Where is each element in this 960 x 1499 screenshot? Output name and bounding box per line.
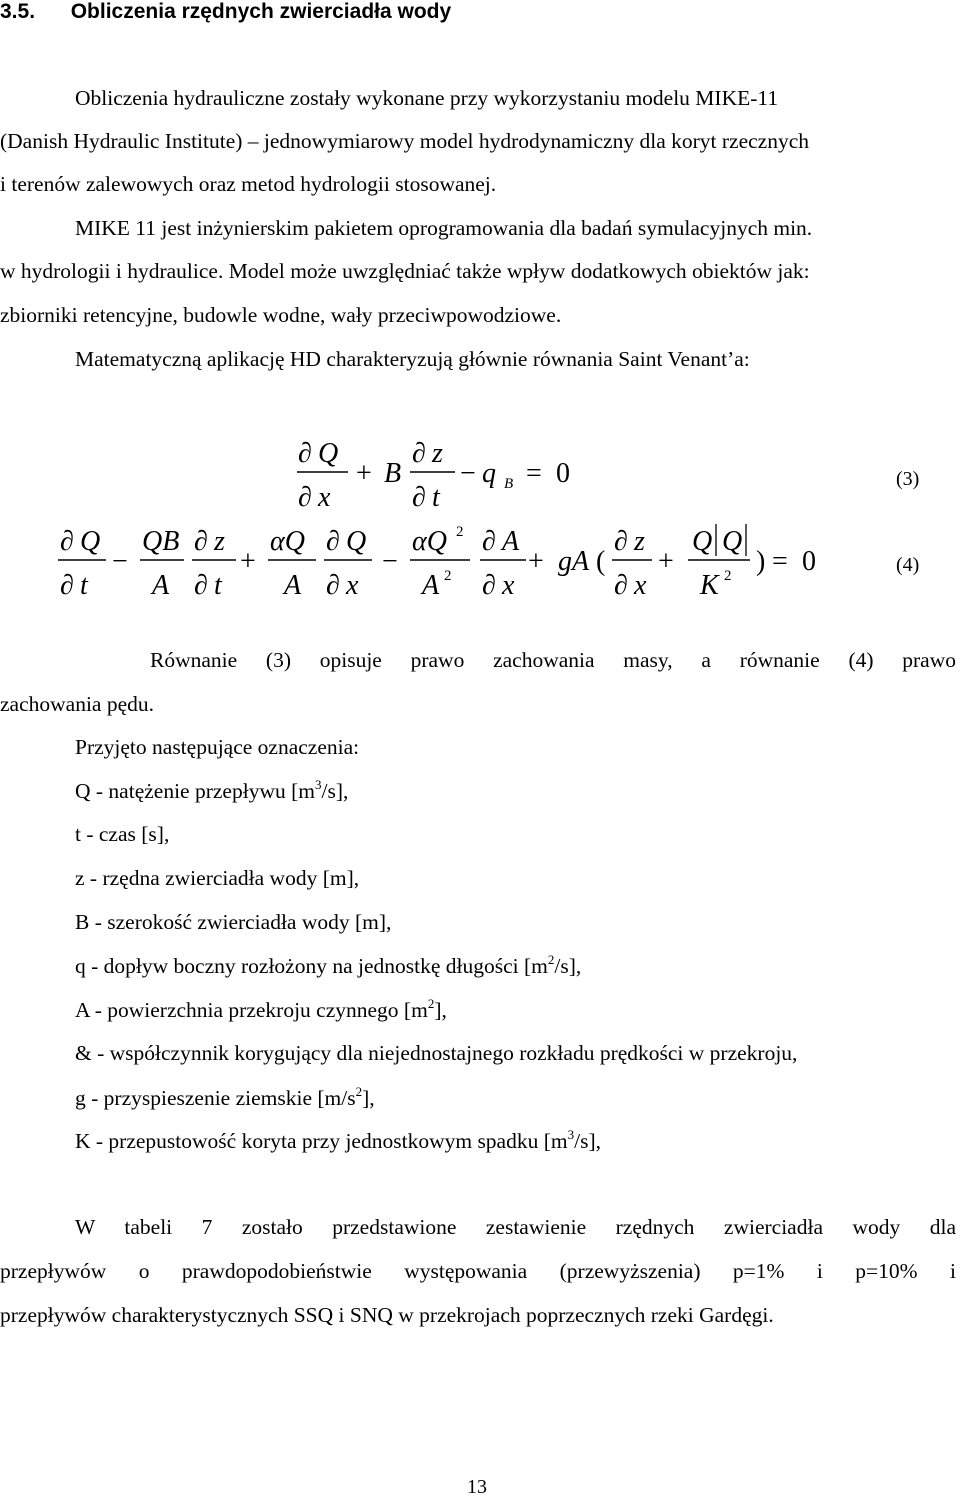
para2-line2: w hydrologii i hydraulice. Model może uwzględniać także wpływ dodatkowych obiektów jak: bbox=[0, 259, 810, 283]
para4-line2: zachowania pędu. bbox=[0, 692, 155, 716]
notation-item-text: z - rzędna zwierciadła wody [m], bbox=[75, 866, 360, 890]
notation-item bbox=[75, 1128, 601, 1154]
svg-text:∂: ∂ bbox=[60, 570, 74, 601]
notation-item bbox=[75, 997, 447, 1023]
section-number: 3.5. bbox=[0, 0, 36, 23]
svg-text:z: z bbox=[432, 438, 443, 469]
svg-text:Q: Q bbox=[692, 526, 713, 557]
svg-text:+: + bbox=[528, 546, 544, 577]
svg-text:∂: ∂ bbox=[298, 482, 312, 513]
svg-text:+: + bbox=[240, 546, 256, 577]
svg-text:(: ( bbox=[596, 546, 606, 577]
svg-text:Q: Q bbox=[346, 526, 367, 557]
svg-text:αQ: αQ bbox=[412, 526, 447, 557]
para5-line1-text: W tabeli 7 zostało przedstawione zestawienie rzędnych zwierciadła wody dla bbox=[75, 1215, 956, 1239]
svg-text:z: z bbox=[214, 526, 225, 557]
notation-item-text: q - dopływ boczny rozłożony na jednostkę długości [m bbox=[75, 954, 548, 979]
equation-4-label: (4) bbox=[896, 554, 920, 576]
svg-text:q: q bbox=[482, 458, 496, 489]
svg-text:B: B bbox=[384, 458, 402, 489]
para5-line3: przepływów charakterystycznych SSQ i SNQ w przekrojach poprzecznych rzeki Gardęgi. bbox=[0, 1303, 774, 1327]
svg-text:−: − bbox=[382, 546, 398, 577]
notation-item bbox=[75, 910, 391, 935]
svg-text:K: K bbox=[700, 570, 719, 601]
page-number: 13 bbox=[467, 1476, 487, 1498]
notation-item-text: & - współczynnik korygujący dla niejednostajnego rozkładu prędkości w przekroju, bbox=[75, 1041, 798, 1065]
svg-text:+: + bbox=[356, 458, 372, 489]
para4-line1 bbox=[150, 648, 956, 673]
notation-item-sup: 2 bbox=[355, 1084, 363, 1099]
notation-item-text: t - czas [s], bbox=[75, 822, 170, 846]
notation-item-post: ], bbox=[434, 998, 447, 1023]
notation-item bbox=[75, 953, 581, 979]
notation-item-sup: 3 bbox=[314, 777, 322, 792]
svg-text:∂: ∂ bbox=[482, 570, 496, 601]
para1-line3: i terenów zalewowych oraz metod hydrologii stosowanej. bbox=[0, 172, 497, 196]
svg-text:t: t bbox=[214, 570, 222, 601]
para4-line1-text: Równanie (3) opisuje prawo zachowania masy, a równanie (4) prawo bbox=[150, 648, 956, 672]
svg-text:2: 2 bbox=[724, 568, 732, 584]
svg-text:∂: ∂ bbox=[482, 526, 496, 557]
svg-text:A: A bbox=[152, 570, 170, 601]
svg-text:−: − bbox=[112, 546, 128, 577]
svg-text:αQ: αQ bbox=[270, 526, 305, 557]
para5-line1 bbox=[75, 1215, 956, 1240]
svg-text:Q: Q bbox=[722, 526, 743, 557]
notation-item-sup: 3 bbox=[567, 1127, 575, 1142]
svg-text:∂: ∂ bbox=[326, 526, 340, 557]
svg-text:2: 2 bbox=[456, 524, 464, 540]
svg-text:−: − bbox=[460, 458, 476, 489]
notation-item bbox=[75, 822, 169, 847]
svg-text:t: t bbox=[80, 570, 88, 601]
svg-text:2: 2 bbox=[444, 568, 452, 584]
svg-text:=: = bbox=[526, 458, 542, 489]
svg-text:A: A bbox=[502, 526, 520, 557]
svg-text:x: x bbox=[318, 482, 331, 513]
svg-text:B: B bbox=[504, 476, 514, 492]
notation-item-sup: 2 bbox=[547, 952, 555, 967]
svg-text:∂: ∂ bbox=[60, 526, 74, 557]
svg-text:∂: ∂ bbox=[298, 438, 312, 469]
svg-text:∂: ∂ bbox=[412, 438, 426, 469]
svg-text:z: z bbox=[634, 526, 645, 557]
notation-item bbox=[75, 1041, 797, 1066]
para3: Matematyczną aplikację HD charakteryzują głównie równania Saint Venant’a: bbox=[75, 347, 750, 371]
svg-text:QB: QB bbox=[142, 526, 180, 557]
svg-text:t: t bbox=[432, 482, 440, 513]
notation-item bbox=[75, 866, 359, 891]
notation-item-post: /s], bbox=[554, 954, 582, 979]
para2-line3: zbiorniki retencyjne, budowle wodne, wały przeciwpowodziowe. bbox=[0, 303, 562, 327]
section-title: Obliczenia rzędnych zwierciadła wody bbox=[70, 0, 452, 23]
svg-text:0: 0 bbox=[802, 546, 816, 577]
section-heading bbox=[0, 0, 451, 24]
para5-line2-text: przepływów o prawdopodobieństwie występowania (przewyższenia) p=1% i p=10% i bbox=[0, 1259, 956, 1283]
svg-text:gA: gA bbox=[558, 546, 590, 577]
svg-text:x: x bbox=[634, 570, 647, 601]
notation-item bbox=[75, 778, 348, 804]
svg-text:A: A bbox=[284, 570, 302, 601]
svg-text:A: A bbox=[422, 570, 440, 601]
notation-item-text: g - przyspieszenie ziemskie [m/s bbox=[75, 1086, 356, 1111]
svg-text:∂: ∂ bbox=[326, 570, 340, 601]
para2-line1: MIKE 11 jest inżynierskim pakietem oprogramowania dla badań symulacyjnych min. bbox=[75, 216, 813, 240]
svg-text:x: x bbox=[502, 570, 515, 601]
svg-text:∂: ∂ bbox=[614, 570, 628, 601]
equation-3-label: (3) bbox=[896, 468, 920, 490]
para1-line1: Obliczenia hydrauliczne zostały wykonane przy wykorzystaniu modelu MIKE-11 bbox=[75, 86, 779, 110]
svg-text:0: 0 bbox=[556, 458, 570, 489]
notation-item-post: ], bbox=[362, 1086, 375, 1111]
equation-3 bbox=[0, 430, 960, 520]
svg-text:): ) bbox=[756, 546, 766, 577]
svg-text:+: + bbox=[658, 546, 674, 577]
notation-item-text: A - powierzchnia przekroju czynnego [m bbox=[75, 998, 428, 1023]
svg-text:=: = bbox=[772, 546, 788, 577]
para1-line2: (Danish Hydraulic Institute) – jednowymiarowy model hydrodynamiczny dla koryt rzecznych bbox=[0, 129, 810, 153]
notation-item-text: B - szerokość zwierciadła wody [m], bbox=[75, 910, 392, 934]
svg-text:∂: ∂ bbox=[194, 570, 208, 601]
para5-line2 bbox=[0, 1259, 956, 1284]
svg-text:Q: Q bbox=[80, 526, 101, 557]
notation-item-post: /s], bbox=[574, 1129, 601, 1154]
notation-item-text: K - przepustowość koryta przy jednostkowym spadku [m bbox=[75, 1129, 568, 1154]
svg-text:∂: ∂ bbox=[194, 526, 208, 557]
svg-text:∂: ∂ bbox=[412, 482, 426, 513]
notation-item bbox=[75, 1085, 375, 1111]
notation-intro: Przyjęto następujące oznaczenia: bbox=[75, 735, 360, 759]
svg-text:∂: ∂ bbox=[614, 526, 628, 557]
notation-item-post: /s], bbox=[321, 779, 349, 804]
notation-item-text: Q - natężenie przepływu [m bbox=[75, 779, 315, 804]
notation-item-sup: 2 bbox=[427, 996, 435, 1011]
equation-4 bbox=[0, 518, 960, 608]
svg-text:x: x bbox=[346, 570, 359, 601]
svg-text:Q: Q bbox=[318, 438, 339, 469]
